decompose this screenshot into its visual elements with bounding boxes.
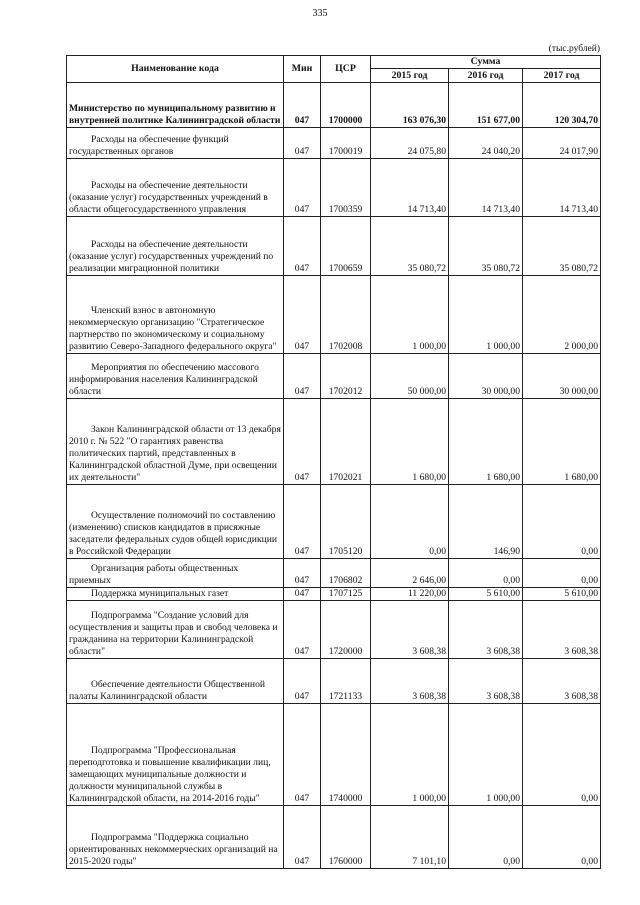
header-csr: ЦСР: [321, 56, 371, 83]
row-csr: 1702021: [321, 399, 371, 485]
table-row: [67, 276, 601, 354]
row-2017: 3 608,38: [523, 659, 601, 704]
row-2017: 3 608,38: [523, 601, 601, 659]
row-min: 047: [284, 601, 321, 659]
row-2015: 11 220,00: [371, 588, 449, 601]
row-csr: 1702008: [321, 276, 371, 354]
row-2015: 7 101,10: [371, 806, 449, 869]
row-2017: 2 000,00: [523, 276, 601, 354]
row-min: 047: [284, 159, 321, 217]
row-2017: 30 000,00: [523, 354, 601, 399]
row-2016: 1 000,00: [449, 704, 523, 806]
row-2015: 3 608,38: [371, 659, 449, 704]
row-csr: 1720000: [321, 601, 371, 659]
table-row: [67, 354, 601, 399]
row-min: 047: [284, 588, 321, 601]
row-name: Осуществление полномочий по составлению (изменению) списков кандидатов в присяжные заседатели федеральных судов общей юрисдикции в Российской Федерации: [67, 485, 284, 559]
row-min: 047: [284, 659, 321, 704]
row-name: Подпрограмма "Создание условий для осуществления и защиты прав и свобод человека и гражданина на территории Калининградской области": [67, 601, 284, 659]
row-2016: 35 080,72: [449, 217, 523, 276]
row-2015: 1 000,00: [371, 276, 449, 354]
row-min: 047: [284, 83, 321, 128]
header-min: Мин: [284, 56, 321, 83]
row-2017: 35 080,72: [523, 217, 601, 276]
header-2016: 2016 год: [449, 69, 523, 83]
row-2017: 0,00: [523, 485, 601, 559]
row-name: Министерство по муниципальному развитию и внутренней политике Калининградской области: [67, 83, 284, 128]
table-row: [67, 601, 601, 659]
header-name: Наименование кода: [67, 56, 284, 83]
row-2017: 5 610,00: [523, 588, 601, 601]
row-name: Закон Калининградской области от 13 декабря 2010 г. № 522 "О гарантиях равенства политических партий, представленных в Калининградской областной Думе, при освещении их деятельности": [67, 399, 284, 485]
row-2016: 5 610,00: [449, 588, 523, 601]
row-csr: 1707125: [321, 588, 371, 601]
table-row: [67, 659, 601, 704]
table-row: [67, 83, 601, 128]
row-name: Расходы на обеспечение деятельности (оказание услуг) государственных учреждений по реализации миграционной политики: [67, 217, 284, 276]
row-2017: 14 713,40: [523, 159, 601, 217]
row-min: 047: [284, 806, 321, 869]
row-2016: 0,00: [449, 559, 523, 588]
row-2016: 1 680,00: [449, 399, 523, 485]
table-row: [67, 217, 601, 276]
row-name: Организация работы общественных приемных: [67, 559, 284, 588]
row-2015: 0,00: [371, 485, 449, 559]
row-name: Обеспечение деятельности Общественной палаты Калининградской области: [67, 659, 284, 704]
row-2016: 14 713,40: [449, 159, 523, 217]
row-2017: 0,00: [523, 559, 601, 588]
row-name: Подпрограмма "Поддержка социально ориентированных некоммерческих организаций на 2015-2020 годы": [67, 806, 284, 869]
row-2016: 3 608,38: [449, 659, 523, 704]
row-min: 047: [284, 354, 321, 399]
row-2016: 24 040,20: [449, 128, 523, 159]
row-2016: 0,00: [449, 806, 523, 869]
table-row: [67, 399, 601, 485]
row-min: 047: [284, 399, 321, 485]
row-min: 047: [284, 217, 321, 276]
row-2015: 2 646,00: [371, 559, 449, 588]
row-min: 047: [284, 559, 321, 588]
units-label: (тыс.рублей): [548, 44, 600, 54]
header-sum: Сумма: [371, 56, 601, 69]
row-csr: 1760000: [321, 806, 371, 869]
row-csr: 1721133: [321, 659, 371, 704]
row-2017: 120 304,70: [523, 83, 601, 128]
row-2015: 1 680,00: [371, 399, 449, 485]
row-csr: 1700359: [321, 159, 371, 217]
row-csr: 1702012: [321, 354, 371, 399]
header-2017: 2017 год: [523, 69, 601, 83]
row-2015: 50 000,00: [371, 354, 449, 399]
row-2015: 35 080,72: [371, 217, 449, 276]
row-csr: 1700000: [321, 83, 371, 128]
table-row: [67, 806, 601, 869]
row-csr: 1700659: [321, 217, 371, 276]
row-2016: 146,90: [449, 485, 523, 559]
row-2015: 14 713,40: [371, 159, 449, 217]
row-csr: 1700019: [321, 128, 371, 159]
row-2015: 3 608,38: [371, 601, 449, 659]
row-name: Поддержка муниципальных газет: [67, 588, 284, 601]
row-name: Мероприятия по обеспечению массового информирования населения Калининградской области: [67, 354, 284, 399]
row-2016: 30 000,00: [449, 354, 523, 399]
row-csr: 1705120: [321, 485, 371, 559]
table-row: [67, 128, 601, 159]
row-2016: 1 000,00: [449, 276, 523, 354]
row-min: 047: [284, 704, 321, 806]
row-csr: 1706802: [321, 559, 371, 588]
row-2015: 24 075,80: [371, 128, 449, 159]
row-name: Членский взнос в автономную некоммерческую организацию "Стратегическое партнерство по экономическому и социальному развитию Северо-Западного федерального округа": [67, 276, 284, 354]
budget-table: [66, 55, 601, 869]
row-2015: 163 076,30: [371, 83, 449, 128]
row-2016: 151 677,00: [449, 83, 523, 128]
row-2015: 1 000,00: [371, 704, 449, 806]
row-name: Расходы на обеспечение функций государственных органов: [67, 128, 284, 159]
row-csr: 1740000: [321, 704, 371, 806]
header-2015: 2015 год: [371, 69, 449, 83]
row-name: Расходы на обеспечение деятельности (оказание услуг) государственных учреждений в области общегосударственного управления: [67, 159, 284, 217]
page-number: 335: [312, 8, 328, 19]
table-row: [67, 159, 601, 217]
table-row: [67, 485, 601, 559]
row-2017: 0,00: [523, 704, 601, 806]
row-2017: 24 017,90: [523, 128, 601, 159]
table-row: [67, 704, 601, 806]
row-min: 047: [284, 485, 321, 559]
row-min: 047: [284, 276, 321, 354]
table-row: [67, 588, 601, 601]
row-name: Подпрограмма "Профессиональная переподготовка и повышение квалификации лиц, замещающих муниципальные должности и должности муниципальной службы в Калининградской области, на 2014-2016 годы": [67, 704, 284, 806]
row-2017: 1 680,00: [523, 399, 601, 485]
row-2016: 3 608,38: [449, 601, 523, 659]
row-min: 047: [284, 128, 321, 159]
table-row: [67, 559, 601, 588]
row-2017: 0,00: [523, 806, 601, 869]
